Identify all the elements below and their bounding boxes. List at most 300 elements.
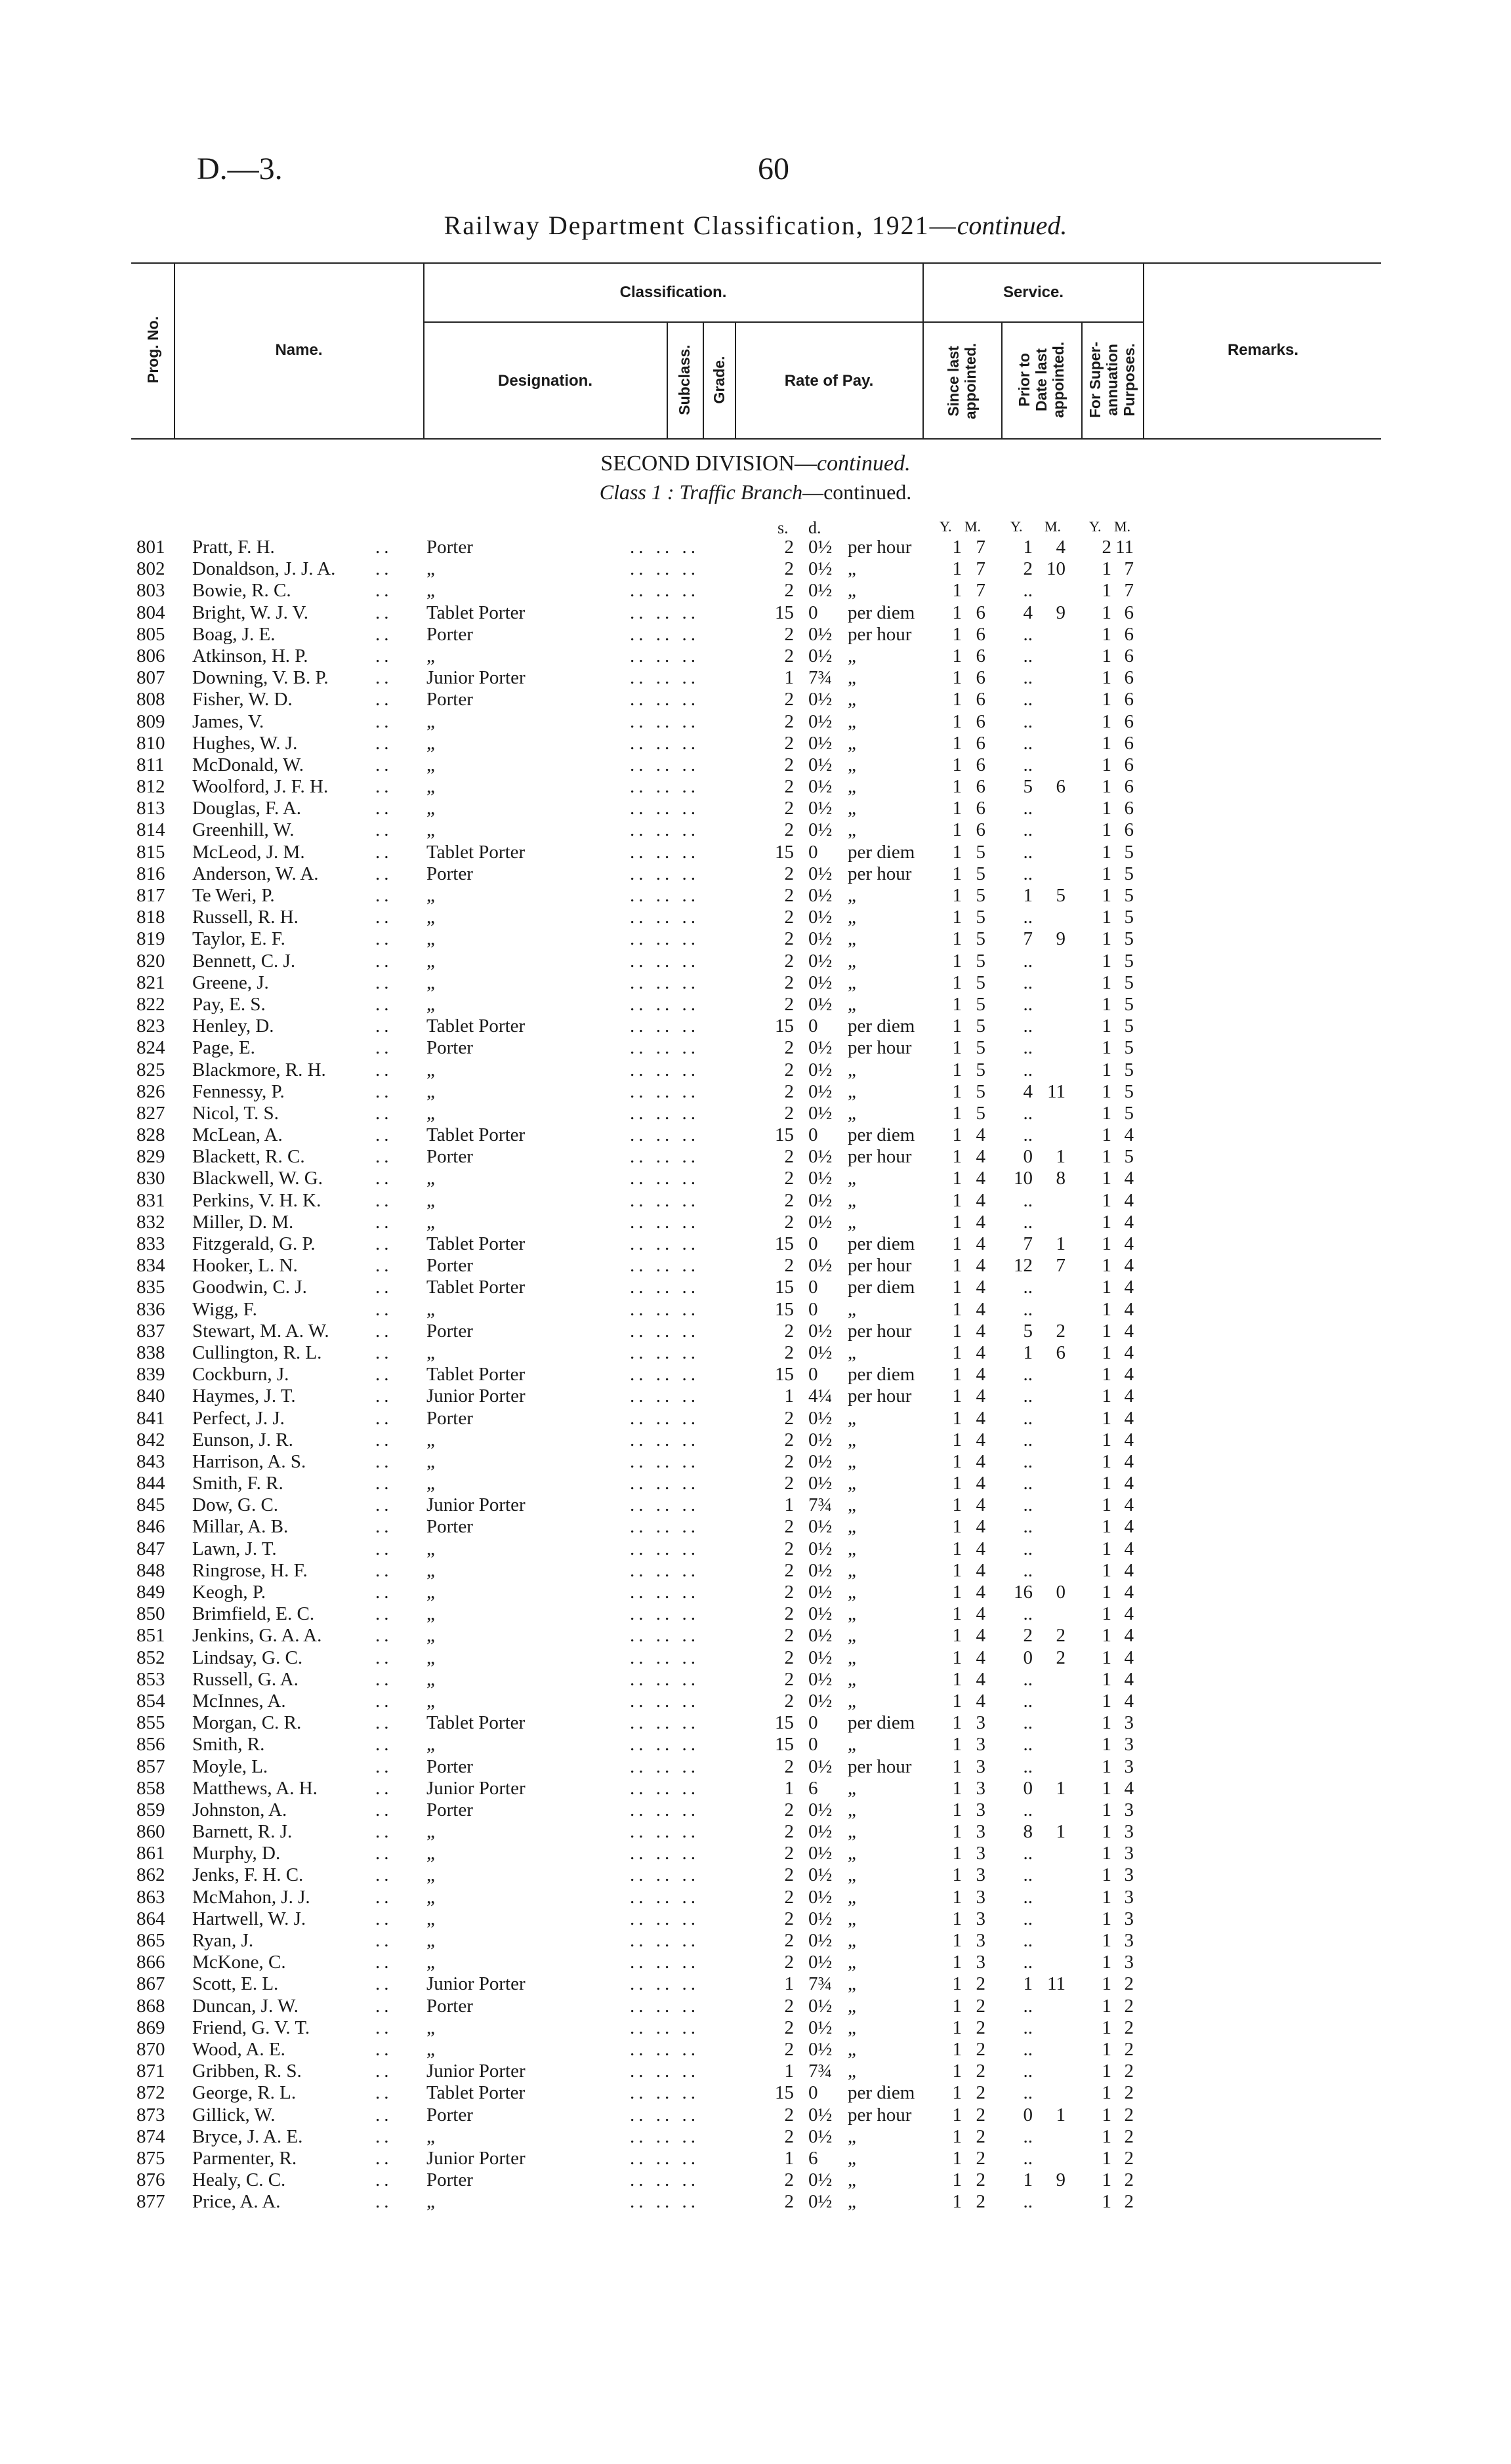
employee-name: Moyle, L. xyxy=(192,1756,268,1777)
super-months: 2 xyxy=(1124,2125,1134,2147)
designation: „ xyxy=(426,558,435,580)
rate-shillings: 2 xyxy=(784,885,794,906)
super-months: 4 xyxy=(1124,1777,1134,1799)
super-months: 4 xyxy=(1124,1690,1134,1712)
prior-years: .. xyxy=(1023,863,1033,884)
since-months: 3 xyxy=(976,1777,985,1799)
since-months: 4 xyxy=(976,1603,985,1625)
prior-years: .. xyxy=(1023,1494,1033,1516)
employee-name: Russell, R. H. xyxy=(192,907,299,928)
leader-dots: .. .. .. xyxy=(630,841,699,863)
prior-months: 0 xyxy=(1056,1582,1066,1603)
prior-years: .. xyxy=(1023,1037,1033,1059)
since-years: 1 xyxy=(952,1973,962,1995)
rate-unit: per hour xyxy=(848,1037,912,1059)
table-row xyxy=(0,1277,1511,1298)
super-years: 1 xyxy=(1102,1059,1111,1080)
rate-unit: „ xyxy=(848,732,856,754)
super-years: 1 xyxy=(1102,2104,1111,2125)
rate-shillings: 2 xyxy=(784,1668,794,1690)
rate-shillings: 2 xyxy=(784,689,794,710)
rate-pence: 0½ xyxy=(808,972,833,993)
since-years: 1 xyxy=(952,645,962,667)
since-years: 1 xyxy=(952,1777,962,1799)
rate-shillings: 2 xyxy=(784,1908,794,1929)
leader-dots: .. .. .. xyxy=(630,732,699,754)
since-months: 6 xyxy=(976,798,985,819)
leader-dots: .. .. .. xyxy=(630,2147,699,2169)
leader-dots: .. xyxy=(375,1843,393,1864)
since-years: 1 xyxy=(952,2169,962,2191)
rate-shillings: 2 xyxy=(784,2038,794,2060)
rate-unit: „ xyxy=(848,2061,856,2082)
rate-unit: „ xyxy=(848,580,856,602)
rate-unit: „ xyxy=(848,1821,856,1843)
rate-unit: per diem xyxy=(848,1233,915,1254)
rate-pence: 0½ xyxy=(808,885,833,906)
rate-shillings: 2 xyxy=(784,1647,794,1668)
leader-dots: .. .. .. xyxy=(630,819,699,841)
prior-months: 6 xyxy=(1056,1342,1066,1363)
since-years: 1 xyxy=(952,1559,962,1581)
prior-years: .. xyxy=(1023,798,1033,819)
rate-pence: 6 xyxy=(808,1777,818,1799)
rate-pence: 0½ xyxy=(808,1320,833,1342)
prior-months: 2 xyxy=(1056,1647,1066,1668)
since-months: 2 xyxy=(976,1995,985,2017)
super-years: 1 xyxy=(1102,1886,1111,1908)
class-line xyxy=(0,480,1511,504)
since-months: 3 xyxy=(976,1712,985,1734)
employee-name: Price, A. A. xyxy=(192,2191,281,2213)
super-years: 1 xyxy=(1102,776,1111,798)
super-months: 6 xyxy=(1124,732,1134,754)
super-years: 1 xyxy=(1102,2147,1111,2169)
super-years: 1 xyxy=(1102,1625,1111,1647)
rate-shillings: 2 xyxy=(784,1059,794,1080)
employee-name: Blackett, R. C. xyxy=(192,1146,305,1168)
leader-dots: .. .. .. xyxy=(630,645,699,667)
rate-shillings: 15 xyxy=(775,2082,794,2104)
rate-unit: per hour xyxy=(848,1756,912,1777)
since-months: 6 xyxy=(976,689,985,710)
rate-pence: 0½ xyxy=(808,1059,833,1080)
header-rate-of-pay: Rate of Pay. xyxy=(784,372,874,390)
table-row xyxy=(0,1146,1511,1168)
since-months: 4 xyxy=(976,1298,985,1320)
prior-months: 2 xyxy=(1056,1625,1066,1647)
rate-unit: „ xyxy=(848,645,856,667)
designation: „ xyxy=(426,2125,435,2147)
leader-dots: .. .. .. xyxy=(630,1059,699,1080)
super-years: 1 xyxy=(1102,1821,1111,1843)
since-months: 2 xyxy=(976,2169,985,2191)
super-years: 1 xyxy=(1102,1080,1111,1102)
since-months: 3 xyxy=(976,1886,985,1908)
rate-pence: 0 xyxy=(808,1734,818,1756)
unit-years: Y. xyxy=(940,518,952,535)
rate-pence: 0½ xyxy=(808,623,833,645)
prog-number: 803 xyxy=(136,580,165,602)
super-years: 1 xyxy=(1102,2125,1111,2147)
employee-name: Bennett, C. J. xyxy=(192,950,296,972)
header-divider xyxy=(922,262,924,438)
super-months: 3 xyxy=(1124,1930,1134,1951)
leader-dots: .. .. .. xyxy=(630,1102,699,1124)
table-row xyxy=(0,733,1511,754)
leader-dots: .. xyxy=(375,1582,393,1603)
leader-dots: .. .. .. xyxy=(630,1995,699,2017)
since-months: 4 xyxy=(976,1690,985,1712)
table-row xyxy=(0,2061,1511,2082)
prog-number: 809 xyxy=(136,710,165,732)
unit-shillings: s. xyxy=(777,518,789,537)
since-months: 4 xyxy=(976,1386,985,1407)
super-years: 1 xyxy=(1102,1364,1111,1386)
leader-dots: .. .. .. xyxy=(630,1538,699,1559)
designation: „ xyxy=(426,710,435,732)
since-years: 1 xyxy=(952,2017,962,2038)
since-years: 1 xyxy=(952,1407,962,1429)
employee-name: Lawn, J. T. xyxy=(192,1538,277,1559)
rate-shillings: 15 xyxy=(775,1233,794,1254)
since-months: 7 xyxy=(976,558,985,580)
table-row xyxy=(0,1734,1511,1756)
since-years: 1 xyxy=(952,1668,962,1690)
super-years: 1 xyxy=(1102,1799,1111,1820)
super-months: 3 xyxy=(1124,1712,1134,1734)
designation: Tablet Porter xyxy=(426,1124,526,1146)
prior-months: 11 xyxy=(1047,1973,1066,1995)
prog-number: 846 xyxy=(136,1516,165,1538)
super-months: 3 xyxy=(1124,1952,1134,1973)
rate-unit: per diem xyxy=(848,1364,915,1386)
rate-shillings: 15 xyxy=(775,1364,794,1386)
prior-years: .. xyxy=(1023,1559,1033,1581)
leader-dots: .. .. .. xyxy=(630,1473,699,1494)
rate-pence: 0½ xyxy=(808,1799,833,1820)
rate-shillings: 2 xyxy=(784,1538,794,1559)
leader-dots: .. xyxy=(375,1342,393,1363)
since-years: 1 xyxy=(952,1799,962,1820)
prog-number: 848 xyxy=(136,1559,165,1581)
since-months: 4 xyxy=(976,1429,985,1450)
rate-unit: „ xyxy=(848,1080,856,1102)
since-months: 3 xyxy=(976,1843,985,1864)
designation: „ xyxy=(426,1734,435,1756)
table-row xyxy=(0,1843,1511,1864)
since-years: 1 xyxy=(952,1908,962,1929)
since-months: 2 xyxy=(976,2125,985,2147)
employee-name: Smith, R. xyxy=(192,1734,265,1756)
designation: Tablet Porter xyxy=(426,602,526,623)
prog-number: 811 xyxy=(136,754,165,775)
rate-shillings: 15 xyxy=(775,1298,794,1320)
employee-name: Perkins, V. H. K. xyxy=(192,1189,321,1211)
super-months: 4 xyxy=(1124,1364,1134,1386)
designation: „ xyxy=(426,1559,435,1581)
leader-dots: .. .. .. xyxy=(630,1843,699,1864)
super-years: 1 xyxy=(1102,2061,1111,2082)
table-row xyxy=(0,2191,1511,2213)
prior-years: .. xyxy=(1023,689,1033,710)
prior-years: .. xyxy=(1023,1756,1033,1777)
rate-shillings: 1 xyxy=(784,1386,794,1407)
since-years: 1 xyxy=(952,1450,962,1472)
employee-name: Lindsay, G. C. xyxy=(192,1647,303,1668)
super-years: 1 xyxy=(1102,1211,1111,1233)
employee-name: Taylor, E. F. xyxy=(192,928,285,950)
super-months: 6 xyxy=(1124,623,1134,645)
prior-years: .. xyxy=(1023,1799,1033,1820)
super-months: 4 xyxy=(1124,1647,1134,1668)
leader-dots: .. .. .. xyxy=(630,1168,699,1189)
leader-dots: .. xyxy=(375,2061,393,2082)
leader-dots: .. xyxy=(375,1473,393,1494)
employee-name: Parmenter, R. xyxy=(192,2147,297,2169)
table-row xyxy=(0,711,1511,733)
leader-dots: .. .. .. xyxy=(630,2017,699,2038)
super-months: 3 xyxy=(1124,1886,1134,1908)
leader-dots: .. xyxy=(375,754,393,775)
prior-years: .. xyxy=(1023,1538,1033,1559)
table-row xyxy=(0,1712,1511,1734)
employee-name: Cockburn, J. xyxy=(192,1364,289,1386)
rate-shillings: 2 xyxy=(784,993,794,1015)
leader-dots: .. xyxy=(375,2191,393,2213)
employee-name: Bowie, R. C. xyxy=(192,580,291,602)
leader-dots: .. xyxy=(375,1930,393,1951)
since-years: 1 xyxy=(952,1364,962,1386)
table-row xyxy=(0,819,1511,841)
super-years: 1 xyxy=(1102,798,1111,819)
since-months: 3 xyxy=(976,1734,985,1756)
rate-shillings: 15 xyxy=(775,1124,794,1146)
super-months: 5 xyxy=(1124,1016,1134,1037)
since-months: 3 xyxy=(976,1756,985,1777)
super-years: 1 xyxy=(1102,1690,1111,1712)
header-remarks: Remarks. xyxy=(1227,341,1299,359)
rate-shillings: 15 xyxy=(775,1016,794,1037)
rate-pence: 0½ xyxy=(808,580,833,602)
rate-unit: „ xyxy=(848,1559,856,1581)
leader-dots: .. .. .. xyxy=(630,1407,699,1429)
table-row xyxy=(0,1081,1511,1103)
rate-unit: „ xyxy=(848,1603,856,1625)
since-years: 1 xyxy=(952,1342,962,1363)
rate-pence: 0½ xyxy=(808,1908,833,1929)
since-months: 5 xyxy=(976,950,985,972)
table-row xyxy=(0,842,1511,863)
designation: Tablet Porter xyxy=(426,1016,526,1037)
super-months: 6 xyxy=(1124,710,1134,732)
table-row xyxy=(0,1778,1511,1799)
prior-years: 12 xyxy=(1014,1255,1033,1277)
employee-name: James, V. xyxy=(192,710,264,732)
employee-name: Friend, G. V. T. xyxy=(192,2017,310,2038)
employee-name: Douglas, F. A. xyxy=(192,798,302,819)
rate-shillings: 2 xyxy=(784,1037,794,1059)
super-years: 1 xyxy=(1102,602,1111,623)
designation: Porter xyxy=(426,1407,473,1429)
leader-dots: .. .. .. xyxy=(630,972,699,993)
since-years: 1 xyxy=(952,2104,962,2125)
designation: „ xyxy=(426,1429,435,1450)
super-years: 1 xyxy=(1102,1756,1111,1777)
super-years: 1 xyxy=(1102,1559,1111,1581)
prior-years: .. xyxy=(1023,710,1033,732)
rate-pence: 0½ xyxy=(808,1146,833,1168)
leader-dots: .. .. .. xyxy=(630,2038,699,2060)
rate-unit: „ xyxy=(848,754,856,775)
designation: Porter xyxy=(426,623,473,645)
table-row xyxy=(0,1364,1511,1386)
leader-dots: .. xyxy=(375,645,393,667)
designation: „ xyxy=(426,1625,435,1647)
designation: „ xyxy=(426,2191,435,2213)
rate-pence: 0½ xyxy=(808,2038,833,2060)
leader-dots: .. xyxy=(375,537,393,558)
since-years: 1 xyxy=(952,928,962,950)
employee-name: Murphy, D. xyxy=(192,1843,281,1864)
rate-shillings: 2 xyxy=(784,1864,794,1886)
super-months: 6 xyxy=(1124,689,1134,710)
header-classification: Classification. xyxy=(619,283,727,301)
rate-pence: 0½ xyxy=(808,1080,833,1102)
since-years: 1 xyxy=(952,2125,962,2147)
table-row xyxy=(0,1168,1511,1189)
employee-name: McDonald, W. xyxy=(192,754,304,775)
since-years: 1 xyxy=(952,602,962,623)
table-row xyxy=(0,1233,1511,1255)
super-months: 4 xyxy=(1124,1559,1134,1581)
rate-shillings: 2 xyxy=(784,972,794,993)
rate-pence: 0½ xyxy=(808,1625,833,1647)
rate-pence: 0½ xyxy=(808,1821,833,1843)
leader-dots: .. xyxy=(375,1777,393,1799)
since-months: 6 xyxy=(976,623,985,645)
rate-pence: 0½ xyxy=(808,1603,833,1625)
prog-number: 872 xyxy=(136,2082,165,2104)
designation: Porter xyxy=(426,1799,473,1820)
prior-years: .. xyxy=(1023,1102,1033,1124)
rate-unit: „ xyxy=(848,928,856,950)
since-months: 4 xyxy=(976,1233,985,1254)
since-months: 4 xyxy=(976,1407,985,1429)
employee-name: Boag, J. E. xyxy=(192,623,276,645)
super-years: 1 xyxy=(1102,1973,1111,1995)
since-years: 1 xyxy=(952,2147,962,2169)
prog-number: 829 xyxy=(136,1146,165,1168)
super-months: 3 xyxy=(1124,1734,1134,1756)
header-for-super: For Super- annuation Purposes. xyxy=(1087,341,1138,419)
table-row xyxy=(0,972,1511,994)
designation: Junior Porter xyxy=(426,1777,526,1799)
leader-dots: .. .. .. xyxy=(630,667,699,689)
since-years: 1 xyxy=(952,2191,962,2213)
employee-name: Miller, D. M. xyxy=(192,1211,294,1233)
since-months: 4 xyxy=(976,1255,985,1277)
since-months: 4 xyxy=(976,1124,985,1146)
prior-years: 7 xyxy=(1023,928,1033,950)
super-years: 1 xyxy=(1102,1386,1111,1407)
table-row xyxy=(0,1342,1511,1364)
rate-unit: „ xyxy=(848,798,856,819)
since-years: 1 xyxy=(952,1016,962,1037)
table-row xyxy=(0,1016,1511,1037)
table-row xyxy=(0,1864,1511,1886)
designation: „ xyxy=(426,1342,435,1363)
prior-years: .. xyxy=(1023,1407,1033,1429)
employee-name: Harrison, A. S. xyxy=(192,1450,306,1472)
since-years: 1 xyxy=(952,993,962,1015)
prog-number: 867 xyxy=(136,1973,165,1995)
leader-dots: .. .. .. xyxy=(630,1821,699,1843)
prior-years: 4 xyxy=(1023,602,1033,623)
designation: „ xyxy=(426,1690,435,1712)
super-months: 4 xyxy=(1124,1320,1134,1342)
leader-dots: .. xyxy=(375,841,393,863)
since-years: 1 xyxy=(952,2061,962,2082)
table-row xyxy=(0,1647,1511,1669)
since-months: 5 xyxy=(976,907,985,928)
rate-unit: „ xyxy=(848,1908,856,1929)
super-years: 1 xyxy=(1102,1777,1111,1799)
prog-number: 850 xyxy=(136,1603,165,1625)
rate-pence: 0½ xyxy=(808,819,833,841)
super-years: 1 xyxy=(1102,2082,1111,2104)
prior-years: 1 xyxy=(1023,537,1033,558)
table-row xyxy=(0,602,1511,624)
unit-years: Y. xyxy=(1010,518,1023,535)
rate-unit: „ xyxy=(848,1473,856,1494)
super-years: 1 xyxy=(1102,1298,1111,1320)
rate-unit: per diem xyxy=(848,1712,915,1734)
since-years: 1 xyxy=(952,732,962,754)
employee-name: Fisher, W. D. xyxy=(192,689,293,710)
prior-years: .. xyxy=(1023,1189,1033,1211)
rate-pence: 0 xyxy=(808,1712,818,1734)
header-divider xyxy=(1001,321,1003,438)
designation: „ xyxy=(426,1538,435,1559)
designation: Porter xyxy=(426,1146,473,1168)
super-months: 5 xyxy=(1124,928,1134,950)
prior-months: 1 xyxy=(1056,1233,1066,1254)
since-months: 6 xyxy=(976,667,985,689)
branch-continued: —continued. xyxy=(802,480,912,504)
prog-number: 877 xyxy=(136,2191,165,2213)
super-years: 1 xyxy=(1102,1843,1111,1864)
rate-unit: per hour xyxy=(848,2104,912,2125)
prior-years: .. xyxy=(1023,1930,1033,1951)
prior-months: 9 xyxy=(1056,2169,1066,2191)
since-months: 5 xyxy=(976,1037,985,1059)
employee-name: Barnett, R. J. xyxy=(192,1821,293,1843)
prior-years: .. xyxy=(1023,1952,1033,1973)
since-years: 1 xyxy=(952,1059,962,1080)
table-row xyxy=(0,2126,1511,2148)
super-years: 1 xyxy=(1102,558,1111,580)
leader-dots: .. xyxy=(375,776,393,798)
rate-shillings: 15 xyxy=(775,1277,794,1298)
prior-years: .. xyxy=(1023,1734,1033,1756)
prior-months: 8 xyxy=(1056,1168,1066,1189)
since-months: 5 xyxy=(976,993,985,1015)
leader-dots: .. xyxy=(375,1102,393,1124)
employee-name: Cullington, R. L. xyxy=(192,1342,322,1363)
header-mid-rule xyxy=(423,321,1143,323)
rate-shillings: 1 xyxy=(784,1777,794,1799)
